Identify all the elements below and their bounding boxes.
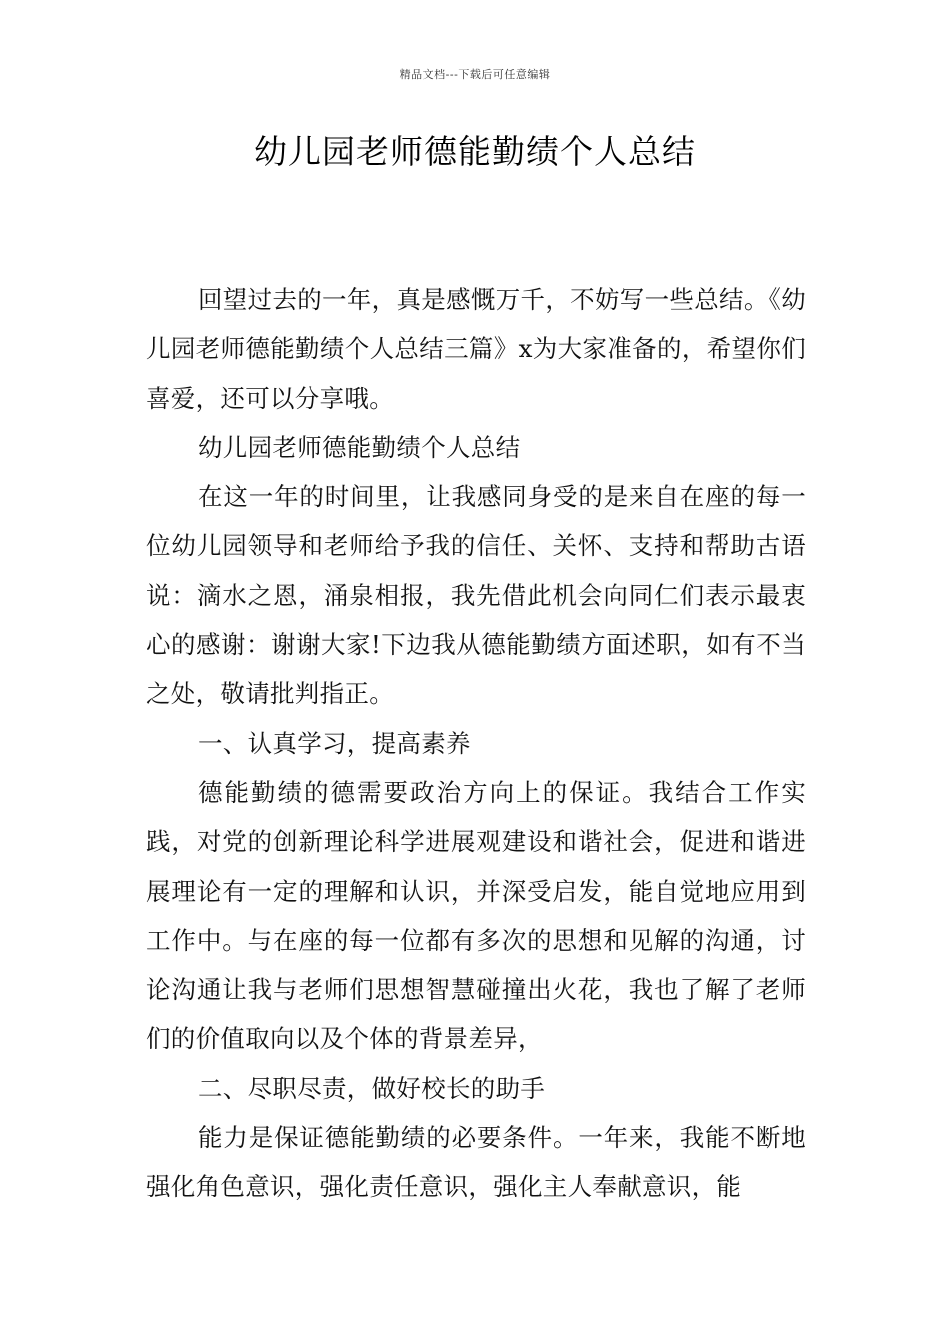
document-body (146, 275, 806, 1212)
section-heading-1: 一、认真学习，提高素养 (198, 728, 471, 758)
subtitle-paragraph: 幼儿园老师德能勤绩个人总结 (198, 432, 521, 462)
header-note: 精品文档---下载后可任意编辑 (399, 68, 551, 81)
section-heading-2: 二、尽职尽责，做好校长的助手 (198, 1073, 546, 1103)
section-2-paragraph: 能力是保证德能勤绩的必要条件。一年来，我能不断地强化角色意识，强化责任意识，强化主人奉献意识，能 (146, 1123, 806, 1202)
section-1-paragraph: 德能勤绩的德需要政治方向上的保证。我结合工作实践，对党的创新理论科学进展观建设和谐社会，促进和谐进展理论有一定的理解和认识，并深受启发，能自觉地应用到工作中。与在座的每一位都有多次的思想和见解的沟通，讨论沟通让我与老师们思想智慧碰撞出火花，我也了解了老师们的价值取向以及个体的背景差异， (146, 777, 806, 1054)
thanks-paragraph: 在这一年的时间里，让我感同身受的是来自在座的每一位幼儿园领导和老师给予我的信任、关怀、支持和帮助古语说：滴水之恩，涌泉相报，我先借此机会向同仁们表示最衷心的感谢：谢谢大家!下边我从德能勤绩方面述职，如有不当之处，敬请批判指正。 (146, 482, 806, 709)
intro-paragraph: 回望过去的一年，真是感慨万千，不妨写一些总结。《幼儿园老师德能勤绩个人总结三篇》x为大家准备的，希望你们喜爱，还可以分享哦。 (146, 285, 806, 413)
document-title: 幼儿园老师德能勤绩个人总结 (254, 132, 696, 171)
